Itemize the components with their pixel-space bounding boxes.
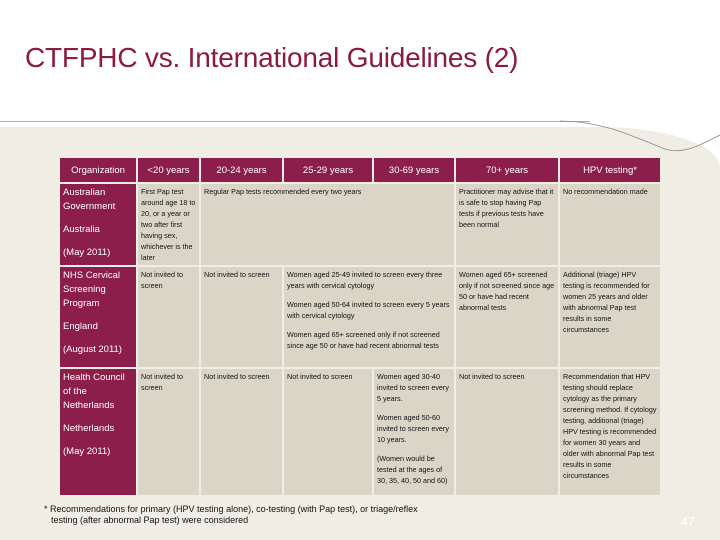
cell-70-plus: Women aged 65+ screened only if not screened since age 50 or have had recent abnormal tests — [456, 267, 558, 367]
cell-25-29: Not invited to screen — [284, 369, 372, 495]
header-row — [60, 158, 660, 182]
cell-30-69 — [374, 369, 454, 495]
cell-20-69: Regular Pap tests recommended every two years — [201, 184, 454, 265]
header-organization: Organization — [60, 158, 136, 182]
org-name: Health Council of the Netherlands — [63, 372, 125, 411]
guidelines-table — [58, 156, 662, 497]
org-name: NHS Cervical Screening Program — [63, 270, 121, 309]
org-cell — [60, 267, 136, 367]
org-country: England — [63, 321, 98, 332]
org-cell — [60, 369, 136, 495]
cell-hpv: Recommendation that HPV testing should replace cytology as the primary screening method. If cytology testing, additional (triage) HPV testing is recommended for women 30 years and older with abnormal Pap test results in some circumstances — [560, 369, 660, 495]
org-cell — [60, 184, 136, 265]
page-number: 47 — [680, 514, 695, 529]
header-hpv: HPV testing* — [560, 158, 660, 182]
cell-paragraph: Women aged 50-60 invited to screen every 10 years. — [377, 413, 449, 444]
cell-25-69 — [284, 267, 454, 367]
table-row — [60, 369, 660, 495]
slide-title: CTFPHC vs. International Guidelines (2) — [25, 42, 519, 73]
org-name: Australian Government — [63, 187, 116, 212]
cell-hpv: Additional (triage) HPV testing is recommended for women 25 years and older with abnormal Pap test results in some circumstances — [560, 267, 660, 367]
header-70-plus: 70+ years — [456, 158, 558, 182]
cell-70-plus: Practitioner may advise that it is safe to stop having Pap tests if previous tests have been normal — [456, 184, 558, 265]
header-25-29: 25-29 years — [284, 158, 372, 182]
divider-line — [0, 121, 590, 122]
cell-paragraph: Women aged 50-64 invited to screen every 5 years with cervical cytology — [287, 300, 450, 320]
table-row — [60, 267, 660, 367]
org-date: (May 2011) — [63, 446, 111, 457]
org-date: (August 2011) — [63, 344, 122, 355]
cell-paragraph: Women aged 30-40 invited to screen every 5 years. — [377, 372, 449, 403]
cell-under-20: First Pap test around age 18 to 20, or a year or two after first having sex, whichever is the later — [138, 184, 199, 265]
cell-70-plus: Not invited to screen — [456, 369, 558, 495]
footnote — [44, 504, 418, 526]
cell-hpv: No recommendation made — [560, 184, 660, 265]
cell-paragraph: Women aged 65+ screened only if not screened since age 50 or have had recent abnormal tests — [287, 330, 440, 350]
header-30-69: 30-69 years — [374, 158, 454, 182]
org-date: (May 2011) — [63, 247, 111, 258]
cell-paragraph: Women aged 25-49 invited to screen every three years with cervical cytology — [287, 270, 443, 290]
cell-paragraph: (Women would be tested at the ages of 30, 35, 40, 50 and 60) — [377, 454, 448, 485]
header-under-20: <20 years — [138, 158, 199, 182]
org-country: Netherlands — [63, 423, 115, 434]
cell-under-20: Not invited to screen — [138, 369, 199, 495]
footnote-line: * Recommendations for primary (HPV testing alone), co-testing (with Pap test), or triage/reflex — [44, 504, 418, 514]
footnote-line: testing (after abnormal Pap test) were considered — [51, 515, 249, 525]
cell-20-24: Not invited to screen — [201, 267, 282, 367]
cell-20-24: Not invited to screen — [201, 369, 282, 495]
org-country: Australia — [63, 224, 100, 235]
cell-under-20: Not invited to screen — [138, 267, 199, 367]
table-row — [60, 184, 660, 265]
header-20-24: 20-24 years — [201, 158, 282, 182]
